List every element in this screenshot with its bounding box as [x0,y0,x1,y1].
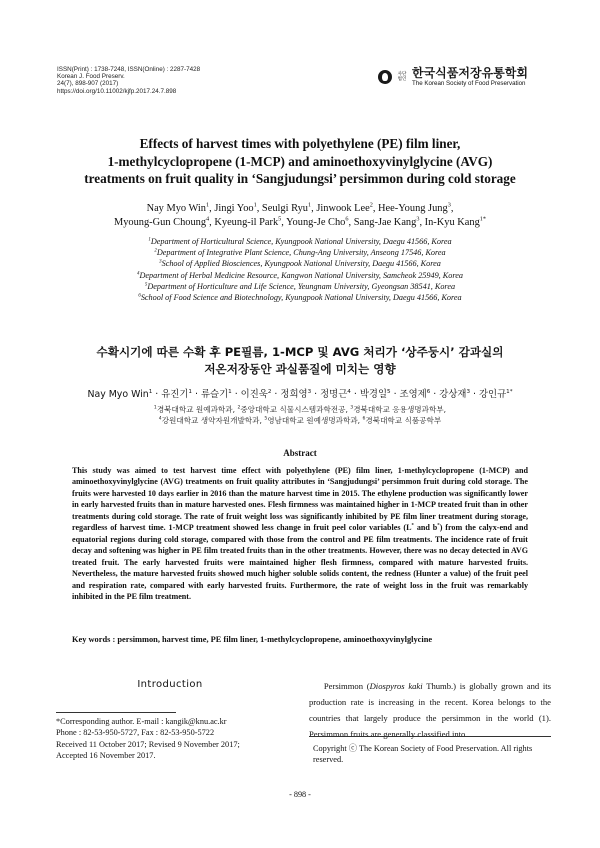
abstract-text: and b [413,523,438,533]
author-sup: 6 [345,215,349,223]
ko-affil-sup: 4 [158,416,162,422]
ko-affil-text: 중앙대학교 식물시스템과학전공 [240,405,346,414]
author-name: Kyeung-il Park [214,217,279,228]
ko-author-sep: · [311,389,321,400]
corresponding-footnote [56,716,292,762]
author-sup: 1 [253,201,257,209]
author-name: Nay Myo Win [146,203,206,214]
ko-author-sep: · [271,389,281,400]
ko-affil-sup: 6 [362,416,366,422]
author-sep: , [450,203,454,214]
affil-sup: 6 [138,293,141,299]
volume-pages: 24(7), 898-907 (2017) [57,80,119,88]
issn-line: ISSN(Print) : 1738-7248, ISSN(Online) : 2287-7428 [57,66,201,73]
author-sep: , [209,217,215,228]
ko-author-name: 유진기 [161,389,189,400]
journal-header-meta [57,66,200,95]
affiliation [40,281,560,292]
ko-author-sep: · [470,389,479,400]
ko-author-sep: · [192,389,201,400]
ko-affil-text: 경북대학교 식품공학부 [365,416,442,425]
ko-author-sep: · [350,389,360,400]
author-name: Jingi Yoo [214,203,254,214]
affiliation [40,258,560,269]
ko-author-sup: 1 [228,388,232,395]
ko-affil-sep: , [232,405,238,414]
author-name: Myoung-Gun Choung [113,217,207,228]
ko-affil-sep: , [443,405,447,414]
author-sup: 4 [206,215,210,223]
page-number: - 898 - [289,790,311,799]
phone-fax: Phone : 82-53-950-5727, Fax : 82-53-950-5722 [56,728,215,738]
author-sep: , [348,217,354,228]
keywords-text: persimmon, harvest time, PE film liner, 1-methylcyclopropene, aminoethoxyvinylglycine [117,635,433,644]
abstract-text: ) from the calyx-end and equatorial regions during cold storage, compared with those from the control and PE film treatments. The incidence rate of fruit decay and softening was higher in PE film treated fruits than in the other treatments. However, there was no decay detected in AVG treated fruit. The early harvested fruits were maintained higher flesh firmness, compared with mature harvested fruits. Nevertheless, the mature harvested fruits showed much higher soluble solids content, the redness (Hunter a value) of the fruit peel and respiration rate, compared with early harvested fruits. Furthermore, the rate of weight loss in the fruit was remarkably inhibited in the PE film treatment. [72,523,528,601]
author-name: In-Kyu Kang [424,217,480,228]
journal-name: Korean J. Food Preserv. [57,73,125,81]
ko-author-name: 정희영 [280,389,308,400]
copyright-notice: Copyright ⓒ The Korean Society of Food Preservation. All rights reserved. [313,744,533,765]
keywords-label: Key words : [72,635,118,644]
affiliation-list-ko [40,404,560,426]
ko-author-sup: 1 [188,388,192,395]
ko-author-sup: 2 [267,388,272,395]
author-name: Sang-Jae Kang [353,217,417,228]
affil-text: Department of Horticultural Science, Kyungpook National University, Daegu 41566, Korea [150,237,452,246]
affil-text: Department of Herbal Medicine Resource, Kangwon National University, Samcheok 25949, Korea [139,270,463,280]
affil-sup: 2 [154,248,157,254]
affil-sup: 3 [159,259,162,265]
ko-affil-line [40,404,560,415]
author-name: Seulgi Ryu [261,203,308,214]
author-line [40,202,560,216]
affil-text: Department of Integrative Plant Science, Chung-Ang University, Anseong 17546, Korea [156,248,446,258]
ko-author-sup: 6 [426,388,431,395]
ko-author-sep: · [430,389,440,400]
copyright-divider [309,736,551,737]
author-sep: , [311,203,317,214]
society-name-en: The Korean Society of Food Preservation [412,80,526,87]
affil-text: Department of Horticulture and Life Science, Yeungnam University, Gyeongsan 38541, Korea [147,281,456,291]
title-line: 1-methylcyclopropene (1-MCP) and aminoethoxyvinylglycine (AVG) [107,153,493,169]
author-sup: 1 [307,201,312,209]
affil-sup: 5 [144,282,148,288]
author-name: Hee-Young Jung [378,203,448,214]
ko-title-line: 저온저장동안 과실품질에 미치는 영향 [204,361,396,376]
author-sep: , [256,203,262,214]
ko-author-sup: 5 [387,388,391,395]
introduction-heading: Introduction [137,679,203,690]
ko-affil-text: 경북대학교 원예과학과 [156,405,233,414]
ko-author-sup: 4 [347,388,351,395]
introduction-text [309,678,551,742]
footnote-divider [56,712,176,713]
ko-affil-sup: 2 [237,405,241,411]
abstract-heading: Abstract [283,448,317,458]
title-line: Effects of harvest times with polyethylene (PE) film liner, [139,136,461,151]
doi-link[interactable]: https://doi.org/10.11002/kjfp.2017.24.7.898 [57,87,177,95]
affiliation [40,236,560,247]
affiliation [40,247,560,258]
ko-author-name: 강인규 [478,389,507,400]
ko-author-sup: 1* [506,388,513,395]
ko-author-sup: 3 [466,388,471,395]
ko-affil-text: 영남대학교 원예생명과학과 [267,416,358,425]
intro-text: Thumb.) is globally grown and its production rate is increasing in the recent. Korea belongs to the countries that largely produce the persimmon in the world (1). Persimmon fruits are generally classified into [309,681,551,740]
author-list-ko [40,388,560,401]
abstract-text: This study was aimed to test harvest time effect with polyethylene (PE) film liner, 1-methylcyclopropene (1-MCP) and aminoethoxyvinylglycine (AVG) treatments on fruit quality attributes in ‘Sangjudungsi’ persimmon fruit during cold storage. The fruits were harvested 10 days earlier in 2016 than the mature harvest time in 2015. The ethylene production was significantly lower in early harvested fruits than in mature harvested ones. Flesh firmness was maintained higher in 1-MCP treated fruit than in other treatments during cold storage. The rate of fruit weight loss was significantly inhibited by PE film liner treatment during storage, regardless of harvest time. 1-MCP treatment showed less change in fruit peel color variables (L [72,466,528,533]
author-sup: 2 [369,201,373,209]
logo-small-label: 사단 법인 [397,72,407,82]
author-sep: , [372,203,379,214]
corresponding-author: *Corresponding author. E-mail : kangik@knu.ac.kr [56,717,227,726]
abstract-sup: * [411,523,414,529]
author-sup: 5 [278,215,282,223]
ko-affil-text: 강원대학교 생약자원개발학과 [161,416,260,425]
ko-affil-line [40,415,560,426]
ko-author-name: Nay Myo Win [87,389,149,400]
abstract-sup: * [437,523,440,529]
affil-sup: 4 [137,270,140,276]
paper-title-ko [40,344,560,377]
ko-author-name: 박경일 [359,389,387,400]
ko-affil-sep: , [345,405,351,414]
ko-author-name: 류슬기 [200,389,229,400]
ko-affil-sup: 1 [153,405,157,411]
paper-title [40,135,560,188]
affiliation [40,270,560,281]
author-sup: 1* [479,215,487,223]
accepted-date: Accepted 16 November 2017. [56,751,156,761]
author-sup: 3 [447,201,451,209]
society-logo [378,67,528,87]
author-sup: 1 [205,201,210,209]
society-emblem-icon [378,70,392,84]
intro-species: Diospyros kaki [369,681,423,691]
ko-author-name: 강상재 [439,389,467,400]
author-list [40,202,560,230]
ko-author-sep: · [390,389,400,400]
author-sup: 3 [416,215,420,223]
ko-author-sup: 1 [148,388,153,395]
ko-affil-sep: , [357,416,363,425]
author-sep: , [209,203,215,214]
author-name: Jinwook Lee [316,203,370,214]
intro-text: Persimmon ( [323,681,370,691]
author-name: Young-Je Cho [286,217,346,228]
affiliation [40,292,560,303]
affil-text: School of Food Science and Biotechnology, Kyungpook National University, Daegu 41566, Korea [140,293,462,303]
ko-affil-sup: 3 [350,405,354,411]
society-name-ko: 한국식품저장유통학회 [412,66,528,80]
ko-affil-sup: 5 [264,416,268,422]
ko-affil-sep: , [259,416,265,425]
author-sep: , [419,217,425,228]
ko-author-name: 조영제 [399,389,427,400]
ko-author-name: 이진욱 [240,389,268,400]
author-sep: , [281,217,287,228]
affiliation-list [40,236,560,303]
ko-author-name: 정명근 [320,389,348,400]
ko-author-sep: · [152,389,162,400]
keywords [72,635,528,644]
ko-affil-text: 경북대학교 응용생명과학부 [353,405,444,414]
received-date: Received 11 October 2017; Revised 9 November 2017; [56,739,240,749]
ko-author-sep: · [231,389,241,400]
title-line: treatments on fruit quality in ‘Sangjudungsi’ persimmon during cold storage [84,171,516,186]
abstract-body [72,465,528,602]
affil-sup: 1 [148,237,151,243]
ko-author-sup: 3 [307,388,312,395]
affil-text: School of Applied Biosciences, Kyungpook National University, Daegu 41566, Korea [161,259,441,269]
author-line [40,216,560,230]
ko-title-line: 수확시기에 따른 수확 후 PE필름, 1-MCP 및 AVG 처리가 ‘상주둥시’ 감과실의 [96,345,504,359]
